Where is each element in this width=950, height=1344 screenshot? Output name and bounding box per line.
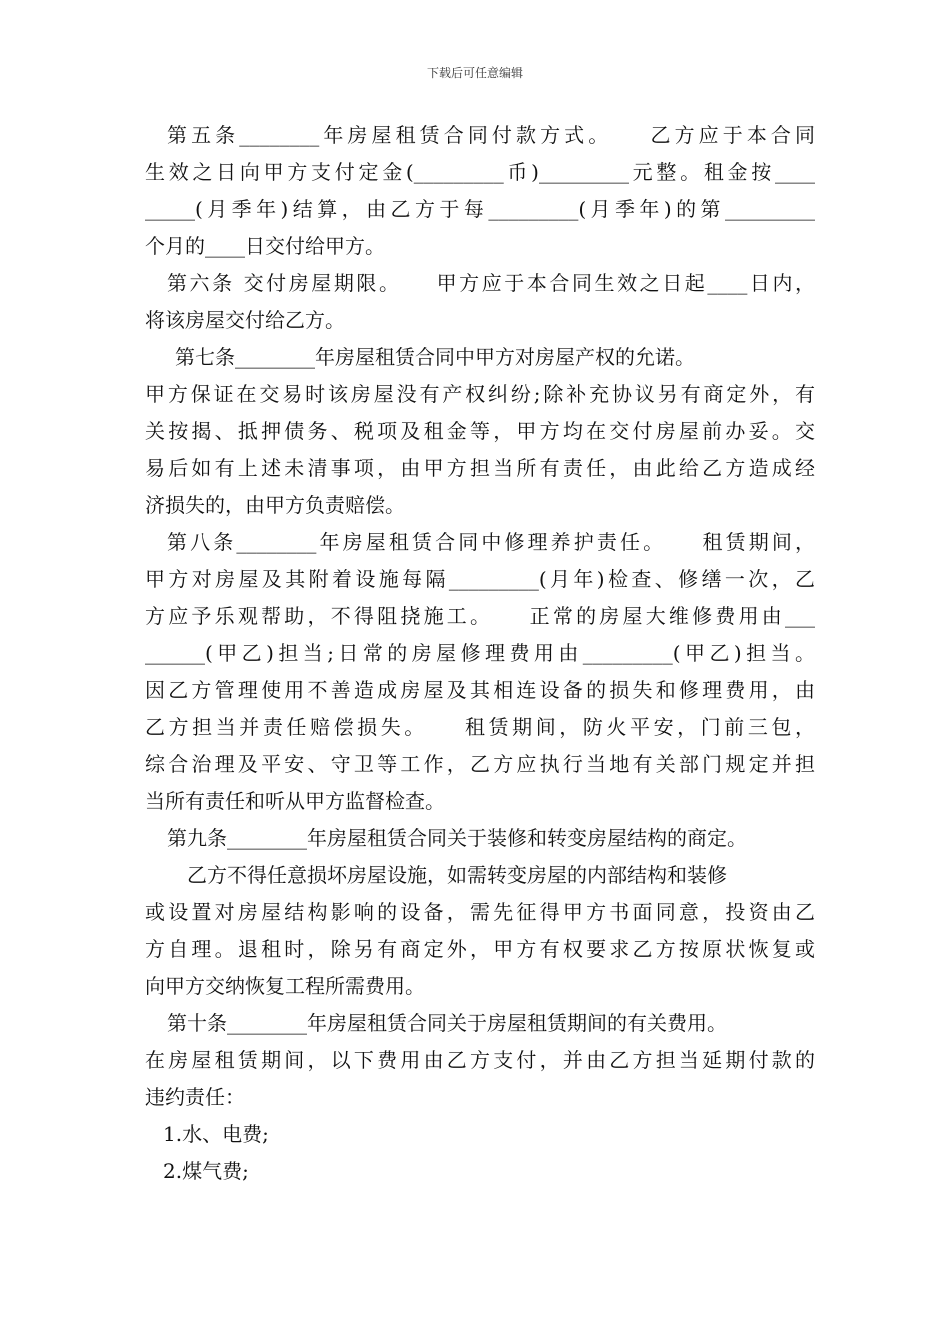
text-line: 甲方保证在交易时该房屋没有产权纠纷;除补充协议另有商定外，有	[145, 382, 815, 406]
text-line: 个月的____日交付给甲方。	[145, 234, 385, 258]
text-line: 因乙方管理使用不善造成房屋及其相连设备的损失和修理费用，由	[145, 678, 815, 702]
text-line: 易后如有上述未清事项，由甲方担当所有责任，由此给乙方造成经	[145, 456, 815, 480]
list-item: 1.水、电费;	[163, 1122, 269, 1146]
text-line: 第七条________年房屋租赁合同中甲方对房屋产权的允诺。	[175, 345, 695, 369]
text-line: _____(月季年)结算，由乙方于每_________(月季年)的第_________	[145, 197, 815, 221]
text-line: 生效之日向甲方支付定金(_________币)_________元整。租金按____	[145, 160, 815, 184]
text-line: 在房屋租赁期间，以下费用由乙方支付，并由乙方担当延期付款的	[145, 1048, 815, 1072]
text-line: 向甲方交纳恢复工程所需费用。	[145, 974, 425, 998]
text-line: ______(甲乙)担当;日常的房屋修理费用由_________(甲乙)担当。	[145, 641, 815, 665]
text-line: 第十条________年房屋租赁合同关于房屋租赁期间的有关费用。	[167, 1011, 727, 1035]
text-line: 关按揭、抵押债务、税项及租金等，甲方均在交付房屋前办妥。交	[145, 419, 815, 443]
text-line: 乙方不得任意损坏房屋设施，如需转变房屋的内部结构和装修	[187, 863, 727, 887]
text-line: 甲方对房屋及其附着设施每隔_________(月年)检查、修缮一次，乙	[145, 567, 815, 591]
text-line: 综合治理及平安、守卫等工作，乙方应执行当地有关部门规定并担	[145, 752, 815, 776]
text-line: 将该房屋交付给乙方。	[145, 308, 345, 332]
list-item: 2.煤气费;	[163, 1159, 249, 1183]
text-line: 第六条 交付房屋期限。 甲方应于本合同生效之日起____日内，	[167, 271, 815, 295]
text-line: 或设置对房屋结构影响的设备，需先征得甲方书面同意，投资由乙	[145, 900, 815, 924]
text-line: 第五条________年房屋租赁合同付款方式。 乙方应于本合同	[167, 123, 815, 147]
contract-body	[145, 117, 815, 1190]
text-line: 济损失的，由甲方负责赔偿。	[145, 493, 405, 517]
page-header-note: 下载后可任意编辑	[426, 66, 523, 80]
text-line: 当所有责任和听从甲方监督检查。	[145, 789, 445, 813]
text-line: 方自理。退租时，除另有商定外，甲方有权要求乙方按原状恢复或	[145, 937, 815, 961]
text-line: 乙方担当并责任赔偿损失。 租赁期间，防火平安，门前三包，	[145, 715, 815, 739]
text-line: 第九条________年房屋租赁合同关于装修和转变房屋结构的商定。	[167, 826, 747, 850]
text-line: 第八条________年房屋租赁合同中修理养护责任。 租赁期间，	[167, 530, 815, 554]
text-line: 违约责任：	[145, 1085, 245, 1109]
text-line: 方应予乐观帮助，不得阻挠施工。 正常的房屋大维修费用由___	[145, 604, 815, 628]
